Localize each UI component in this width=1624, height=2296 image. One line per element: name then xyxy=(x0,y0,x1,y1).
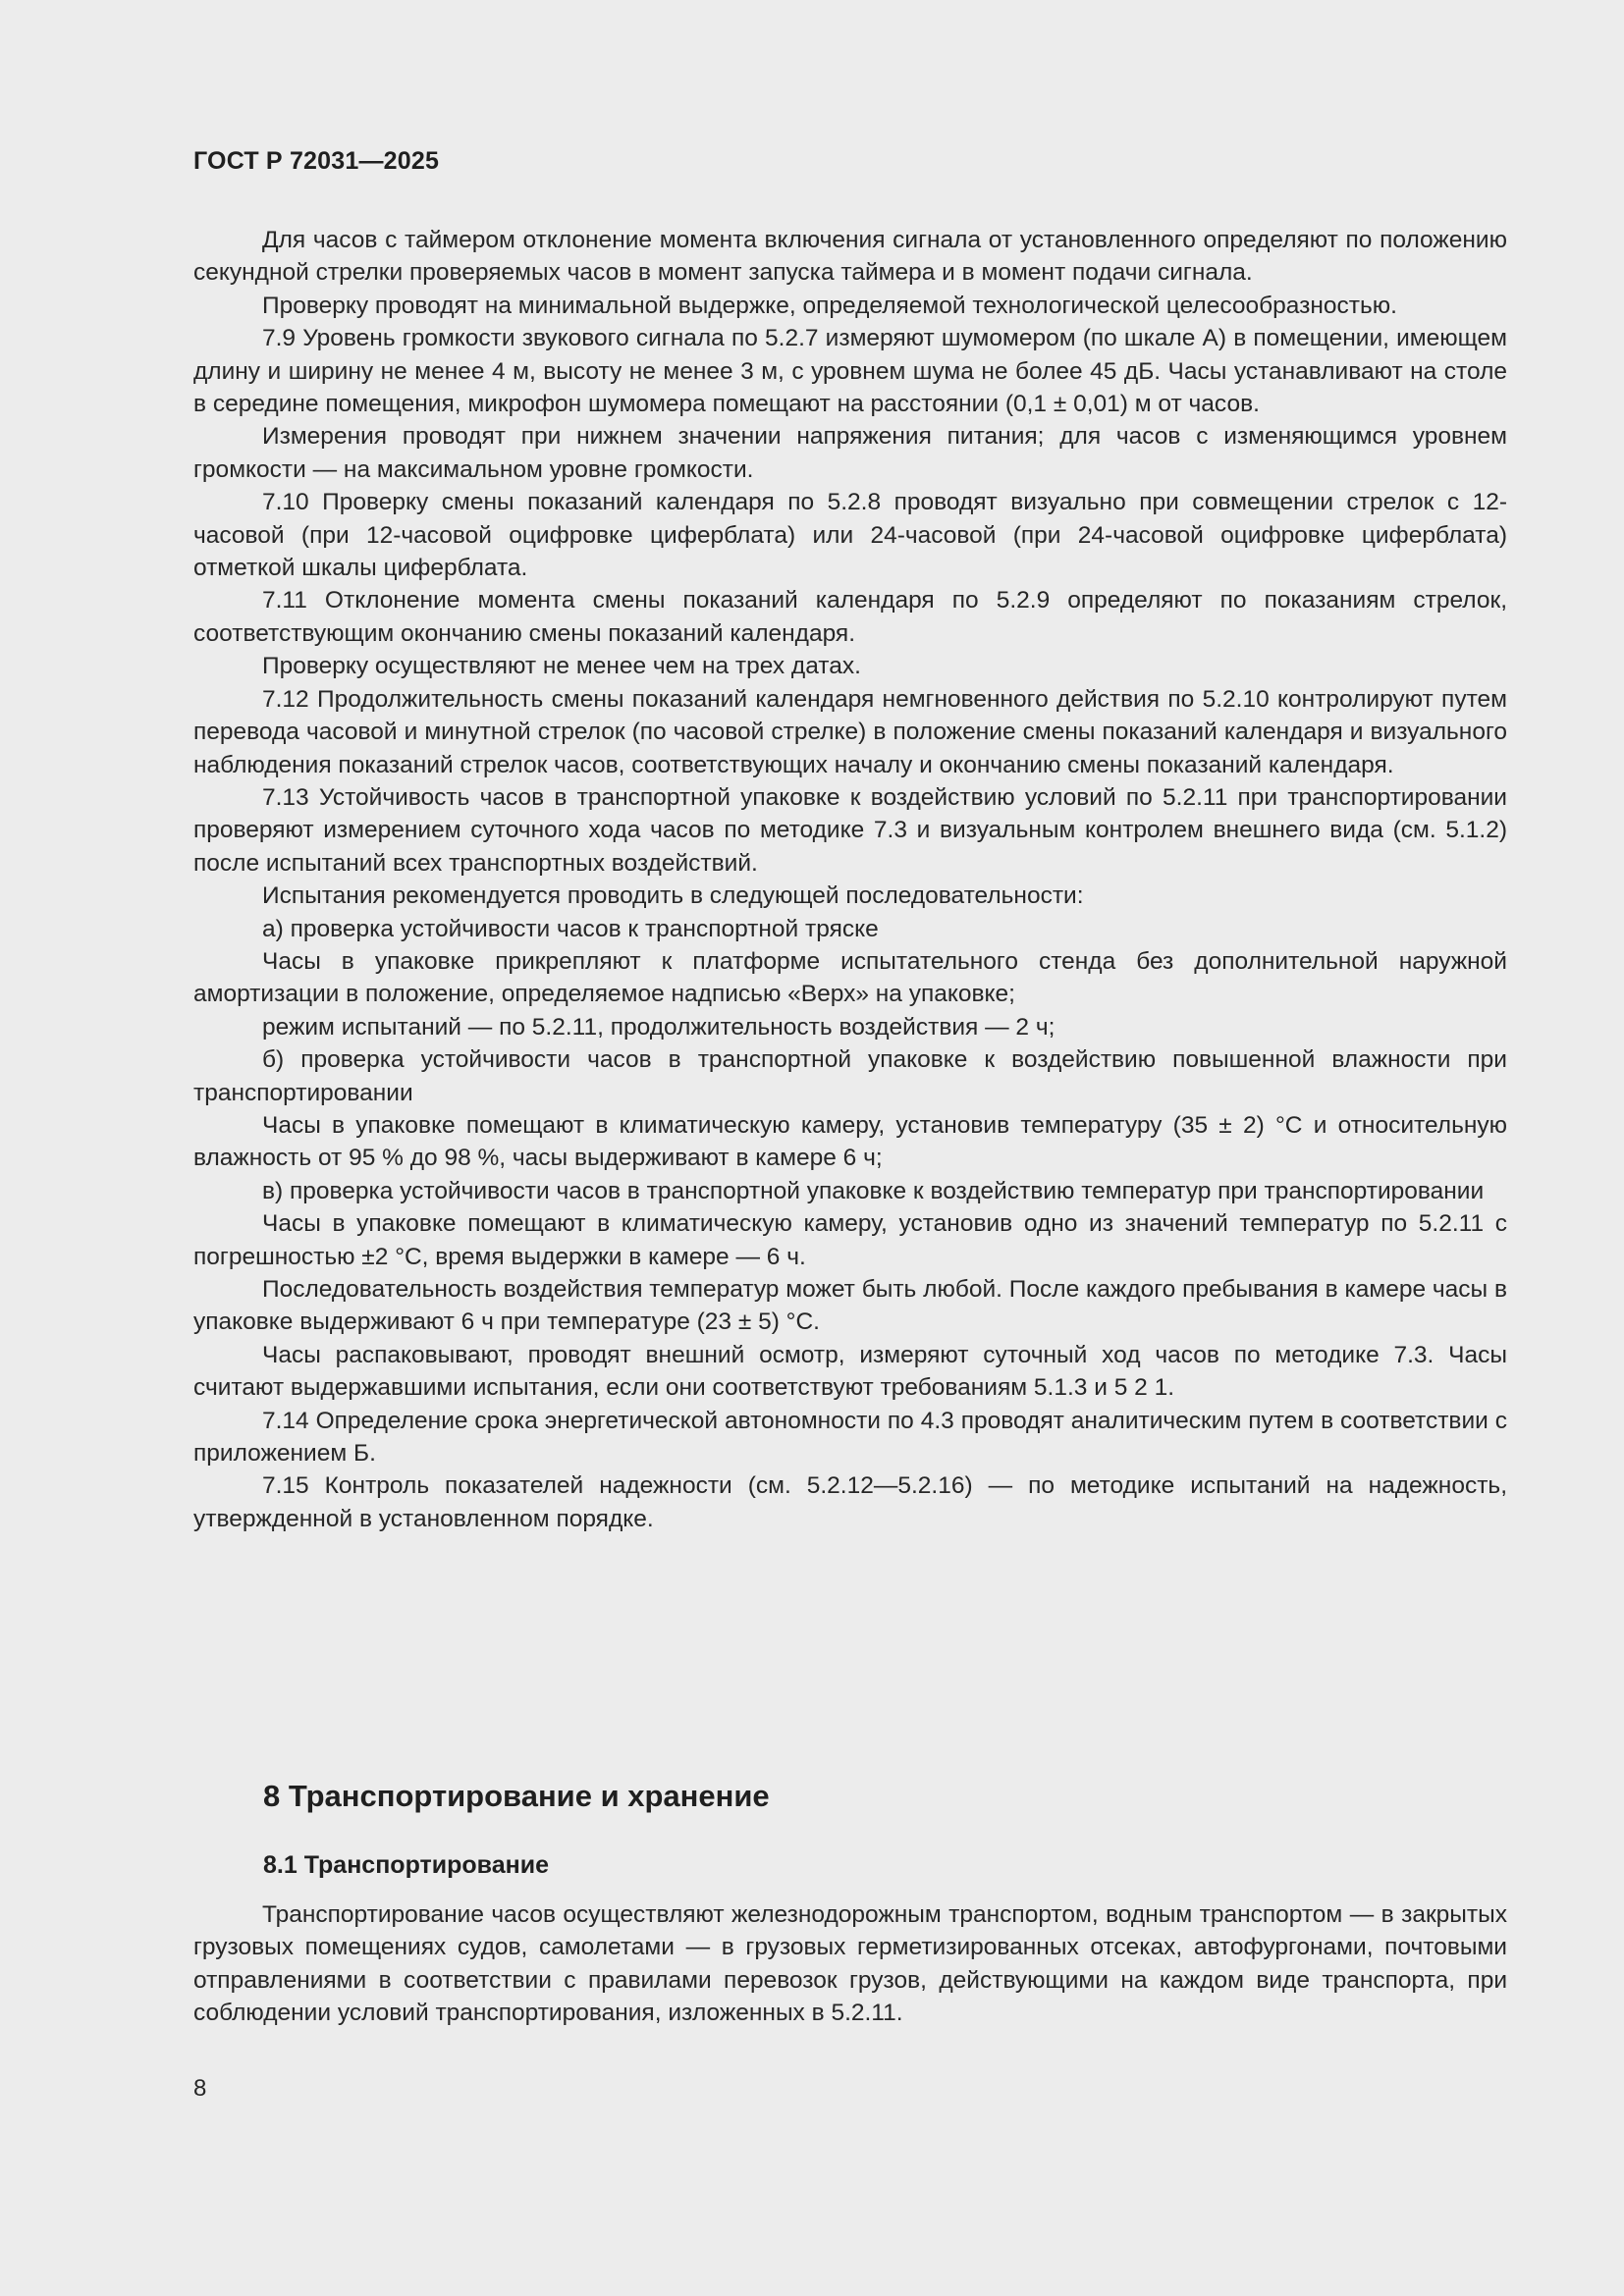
paragraph: Последовательность воздействия температур может быть любой. После каждого пребывания в камере часы в упаковке выдерживают 6 ч при температуре (23 ± 5) °С. xyxy=(193,1276,1507,1336)
paragraph: Измерения проводят при нижнем значении напряжения питания; для часов с изменяющимся уровнем громкости — на максимальном уровне громкости. xyxy=(193,423,1507,483)
paragraph: Проверку проводят на минимальной выдержке, определяемой технологической целесообразностью. xyxy=(262,292,1397,319)
paragraph-7-9: 7.9 Уровень громкости звукового сигнала по 5.2.7 измеряют шумомером (по шкале А) в помещении, имеющем длину и ширину не менее 4 м, высоту не менее 3 м, с уровнем шума не более 45 дБ. Часы устанавливают на столе в середине помещения, микрофон шумомера помещают на расстоянии (0,1 ± 0,01) м от часов. xyxy=(193,325,1507,418)
paragraph-7-12: 7.12 Продолжительность смены показаний календаря немгновенного действия по 5.2.10 контролируют путем перевода часовой и минутной стрелок (по часовой стрелке) в положение смены показаний календаря и визуального наблюдения показаний стрелок часов, соответствующих началу и окончанию смены показаний календаря. xyxy=(193,685,1507,778)
paragraph-7-15: 7.15 Контроль показателей надежности (см. 5.2.12—5.2.16) — по методике испытаний на надежность, утвержденной в установленном порядке. xyxy=(193,1472,1507,1532)
paragraph-7-13: 7.13 Устойчивость часов в транспортной упаковке к воздействию условий по 5.2.11 при транспортировании проверяют измерением суточного хода часов по методике 7.3 и визуальным контролем внешнего вида (см. 5.1.2) после испытаний всех транспортных воздействий. xyxy=(193,783,1507,877)
list-item-a: а) проверка устойчивости часов к транспортной тряске xyxy=(262,915,879,942)
paragraph: Проверку осуществляют не менее чем на трех датах. xyxy=(262,653,861,680)
paragraph: режим испытаний — по 5.2.11, продолжительность воздействия — 2 ч; xyxy=(262,1013,1056,1041)
body-text xyxy=(193,224,1507,1535)
paragraph-7-11: 7.11 Отклонение момента смены показаний календаря по 5.2.9 определяют по показаниям стрелок, соответствующим окончанию смены показаний календаря. xyxy=(193,587,1507,647)
paragraph: Часы в упаковке прикрепляют к платформе испытательного стенда без дополнительной наружной амортизации в положение, определяемое надписью «Верх» на упаковке; xyxy=(193,947,1507,1008)
paragraph: Транспортирование часов осуществляют железнодорожным транспортом, водным транспортом — в закрытых грузовых помещениях судов, самолетами — в грузовых герметизированных отсеках, автофургонами, почтовыми отправлениями в соответствии с правилами перевозок грузов, действующими на каждом виде транспорта, при соблюдении условий транспортирования, изложенных в 5.2.11. xyxy=(193,1901,1507,2027)
list-item-v: в) проверка устойчивости часов в транспортной упаковке к воздействию температур при транспортировании xyxy=(262,1177,1485,1204)
paragraph: Часы в упаковке помещают в климатическую камеру, установив температуру (35 ± 2) °С и относительную влажность от 95 % до 98 %, часы выдерживают в камере 6 ч; xyxy=(193,1111,1507,1172)
paragraph: Для часов с таймером отклонение момента включения сигнала от установленного определяют по положению секундной стрелки проверяемых часов в момент запуска таймера и в момент подачи сигнала. xyxy=(193,227,1507,287)
paragraph: Часы в упаковке помещают в климатическую камеру, установив одно из значений температур по 5.2.11 с погрешностью ±2 °С, время выдержки в камере — 6 ч. xyxy=(193,1210,1507,1270)
document-header: ГОСТ Р 72031—2025 xyxy=(193,147,440,175)
list-item-b: б) проверка устойчивости часов в транспортной упаковке к воздействию повышенной влажности при транспортировании xyxy=(193,1046,1507,1106)
paragraph-7-14: 7.14 Определение срока энергетической автономности по 4.3 проводят аналитическим путем в соответствии с приложением Б. xyxy=(193,1407,1507,1468)
page-number: 8 xyxy=(193,2075,207,2102)
paragraph: Часы распаковывают, проводят внешний осмотр, измеряют суточный ход часов по методике 7.3. Часы считают выдержавшими испытания, если они соответствуют требованиям 5.1.3 и 5 2 1. xyxy=(193,1341,1507,1402)
paragraph-7-10: 7.10 Проверку смены показаний календаря по 5.2.8 проводят визуально при совмещении стрелок с 12-часовой (при 12-часовой оцифровке циферблата) или 24-часовой (при 24-часовой оцифровке циферблата) отметкой шкалы циферблата. xyxy=(193,489,1507,582)
section-heading: 8 Транспортирование и хранение xyxy=(263,1779,770,1813)
paragraph: Испытания рекомендуется проводить в следующей последовательности: xyxy=(262,882,1084,910)
subsection-heading: 8.1 Транспортирование xyxy=(263,1851,549,1879)
section-body-text xyxy=(193,1898,1507,2030)
